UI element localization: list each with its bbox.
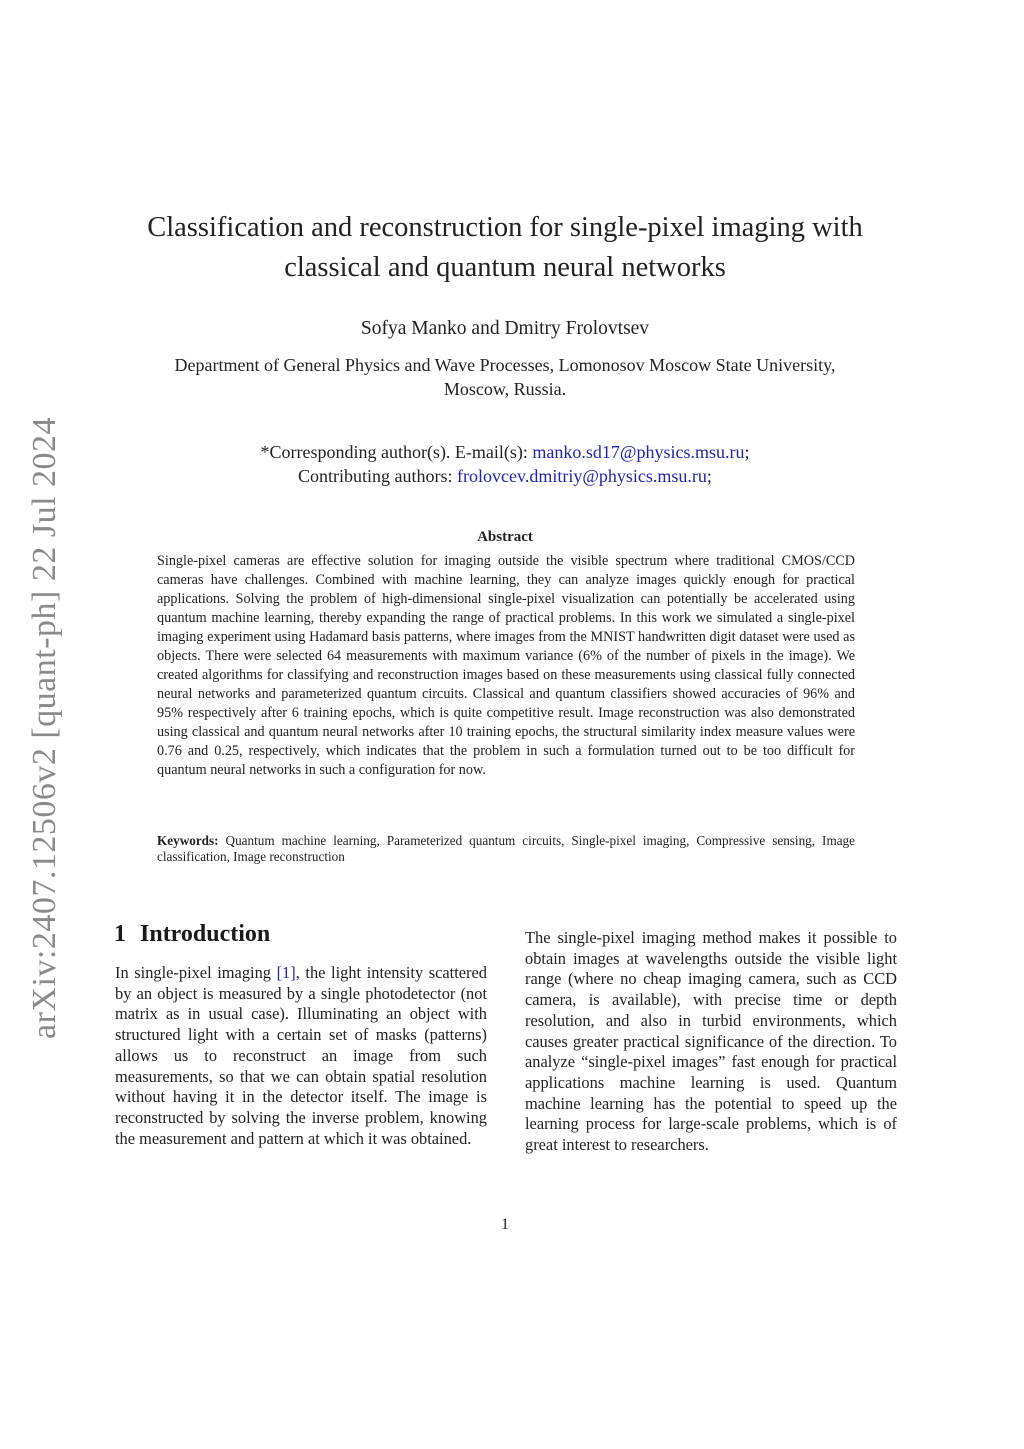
corresponding-label: *Corresponding author(s). E-mail(s):	[260, 442, 528, 462]
abstract-text: Single-pixel cameras are effective solution for imaging outside the visible spectrum where traditional CMOS/CCD cameras have challenges. Combined with machine learning, they can analyze images quickly enough for practical applications. Solving the problem of high-dimensional single-pixel visualization can potentially be accelerated using quantum machine learning, thereby expanding the range of practical problems. In this work we simulated a single-pixel imaging experiment using Hadamard basis patterns, where images from the MNIST handwritten digit dataset were used as objects. There were selected 64 measurements with maximum variance (6% of the number of pixels in the image). We created algorithms for classifying and reconstruction images based on these measurements using classical fully connected neural networks and parameterized quantum circuits. Classical and quantum classifiers showed accuracies of 96% and 95% respectively after 6 training epochs, which is quite competitive result. Image reconstruction was also demonstrated using classical and quantum neural networks after 10 training epochs, the structural similarity index measure values were 0.76 and 0.25, respectively, which indicates that the problem in such a formulation turned out to be too difficult for quantum neural networks in such a configuration for now.	[157, 553, 855, 778]
intro-left-column	[115, 963, 487, 1149]
keywords-block	[157, 833, 855, 865]
page-number: 1	[501, 1216, 509, 1233]
contributing-label: Contributing authors:	[298, 466, 453, 486]
separator: ;	[744, 442, 750, 462]
contributing-email-link[interactable]: frolovcev.dmitriy@physics.msu.ru	[457, 466, 707, 486]
keywords-text: Quantum machine learning, Parameterized quantum circuits, Single-pixel imaging, Compressive sensing, Image classification, Image reconstruction	[157, 833, 855, 864]
author-list: Sofya Manko and Dmitry Frolovtsev	[360, 318, 650, 339]
corresponding-line	[130, 440, 880, 464]
citation-link[interactable]: [1]	[276, 963, 296, 982]
section-number: 1	[114, 921, 126, 947]
separator: ;	[706, 466, 712, 486]
arxiv-identifier-stamp: arXiv:2407.12506v2 [quant-ph] 22 Jul 2024	[26, 416, 63, 1040]
contact-block	[130, 440, 880, 488]
keywords-label: Keywords:	[157, 833, 219, 848]
intro-right-column: The single-pixel imaging method makes it possible to obtain images at wavelengths outside the visible light range (where no cheap imaging camera, such as CCD camera, is available), with precise time or depth resolution, and also in turbid environments, which causes greater practical significance of the direction. To analyze “single-pixel images” fast enough for practical applications machine learning is used. Quantum machine learning has the potential to speed up the learning process for large-scale problems, which is of great interest to researchers.	[525, 928, 897, 1155]
corresponding-email-link[interactable]: manko.sd17@physics.msu.ru	[532, 442, 745, 462]
intro-left-text-end: , the light intensity scattered by an object is measured by a single photodetector (not matrix as in usual case). Illuminating an object with structured light with a certain set of masks (patterns) allows us to reconstruct an image from such measurements, so that we can obtain spatial resolution without having it in the detector itself. The image is reconstructed by solving the inverse problem, knowing the measurement and pattern at which it was obtained.	[115, 963, 487, 1148]
section-heading	[114, 921, 270, 948]
section-title: Introduction	[140, 921, 271, 947]
paper-title: Classification and reconstruction for single-pixel imaging with classical and quantum neural networks	[147, 212, 863, 283]
affiliation: Department of General Physics and Wave Processes, Lomonosov Moscow State University, Moscow, Russia.	[174, 355, 836, 399]
abstract-heading: Abstract	[477, 529, 533, 545]
contributing-line	[130, 464, 880, 488]
intro-left-text-start: In single-pixel imaging	[115, 963, 277, 982]
